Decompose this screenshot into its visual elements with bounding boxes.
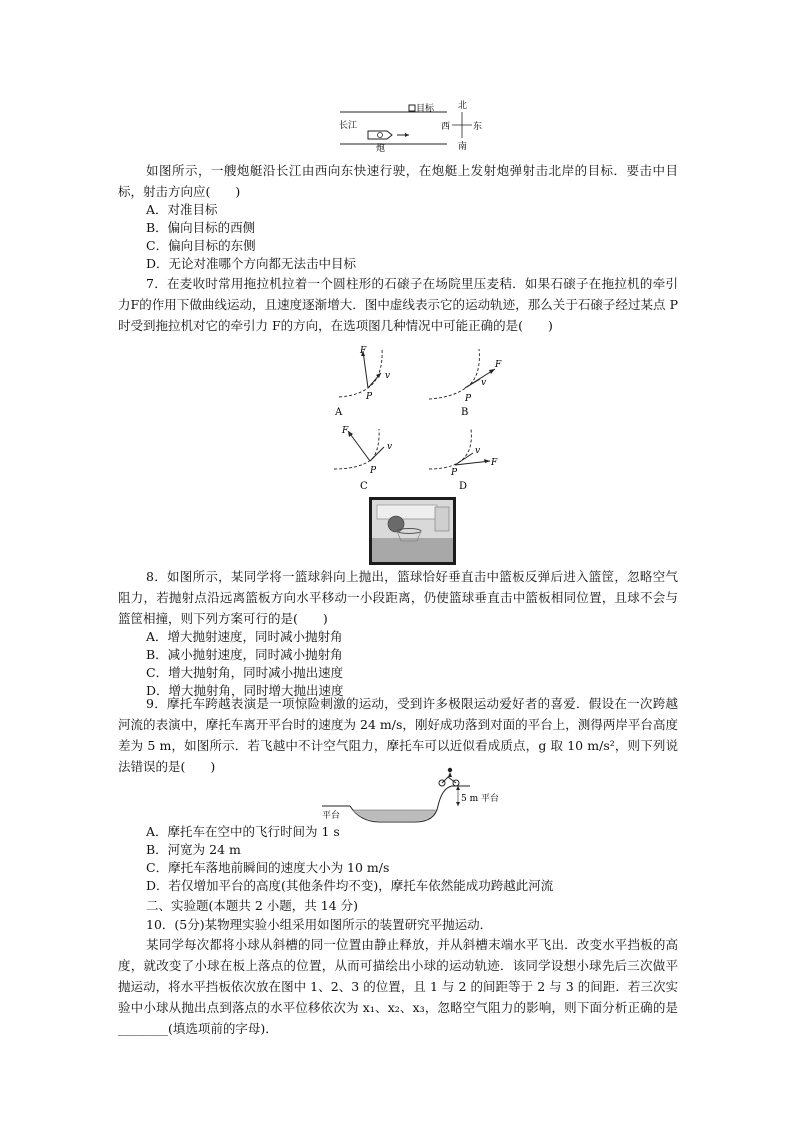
q9-option-c: C．摩托车落地前瞬间的速度大小为 10 m/s <box>146 860 390 875</box>
compass-west: 西 <box>441 122 451 132</box>
compass-south: 南 <box>458 142 468 152</box>
svg-text:F: F <box>491 458 498 468</box>
q9-stem: 9．摩托车跨越表演是一项惊险刺激的运动，受到许多极限运动爱好者的喜爱．假设在一次跨越河流的表演中，摩托车离开平台时的速度为 24 m/s，刚好成功落到对面的平台上，测得两岸平台高度差为 5 m，如图所示．若飞越中不计空气阻力，摩托车可以近似看成质点，g 取 10 m/s²，则下列说法错误的是( ) <box>118 696 678 774</box>
q9-option-d: D．若仅增加平台的高度(其他条件均不变)，摩托车依然能成功跨越此河流 <box>146 878 554 893</box>
target-label: 目标 <box>416 104 435 114</box>
q8-option-d: D．增大抛射角，同时增大抛出速度 <box>146 683 344 698</box>
q6-option-a: A．对准目标 <box>146 202 218 217</box>
q7-panel-d <box>425 425 515 493</box>
svg-text:F: F <box>342 426 349 436</box>
svg-text:v: v <box>481 378 487 388</box>
q6-stem: 如图所示，一艘炮艇沿长江由西向东快速行驶，在炮艇上发射炮弹射击北岸的目标．要击中目标，射击方向应( ) <box>118 163 678 199</box>
right-platform-label: 5 m 平台 <box>461 794 499 804</box>
svg-text:v: v <box>387 442 393 452</box>
svg-text:P: P <box>465 394 472 404</box>
q7-panel-d-label: D <box>459 481 468 492</box>
q8-option-c: C．增大抛射角，同时减小抛出速度 <box>146 665 344 680</box>
q7-panel-a <box>335 345 415 417</box>
boat-gun <box>378 133 383 138</box>
svg-text:v: v <box>385 371 391 381</box>
q7-panel-b <box>425 345 515 417</box>
q10-title: 10．(5分)某物理实验小组采用如图所示的装置研究平抛运动． <box>146 917 493 932</box>
q8-option-b: B．减小抛射速度，同时减小抛射角 <box>146 647 343 662</box>
compass-north: 北 <box>458 101 468 111</box>
boat-label: 炮 <box>376 144 386 154</box>
basketball-photo <box>369 497 456 565</box>
q9-option-b: B．河宽为 24 m <box>146 842 241 857</box>
motorcycle-icon <box>439 768 459 786</box>
basketball-ball <box>388 516 404 532</box>
q7-panel-b-label: B <box>461 407 469 417</box>
target-marker <box>409 105 415 111</box>
svg-text:P: P <box>370 466 377 476</box>
river-boat-figure <box>335 98 495 154</box>
svg-text:P: P <box>366 392 373 402</box>
q8-option-a: A．增大抛射速度，同时减小抛射角 <box>146 629 343 644</box>
compass-east: 东 <box>473 122 483 132</box>
svg-text:P: P <box>451 468 458 478</box>
river-label: 长江 <box>339 121 358 131</box>
q6-option-b: B．偏向目标的西侧 <box>146 220 256 235</box>
svg-text:F: F <box>495 360 502 370</box>
q9-option-a: A．摩托车在空中的飞行时间为 1 s <box>146 824 340 839</box>
svg-text:v: v <box>475 446 481 456</box>
q8-stem: 8．如图所示，某同学将一篮球斜向上抛出，篮球恰好垂直击中篮板反弹后进入篮筐，忽略空气阻力，若抛射点沿远离篮板方向水平移动一小段距离，仍使篮球垂直击中篮板相同位置，且球不会与篮筐相撞，则下列方案可行的是( ) <box>118 569 678 626</box>
q6-option-d: D．无论对准哪个方向都无法击中目标 <box>146 256 357 271</box>
section-heading: 二、实验题(本题共 2 小题，共 14 分) <box>146 898 359 913</box>
q7-panel-c <box>330 425 415 493</box>
svg-text:F: F <box>360 346 367 356</box>
q6-option-c: C．偏向目标的东侧 <box>146 238 256 253</box>
q7-panel-a-label: A <box>335 407 343 417</box>
motorcycle-river-figure <box>320 766 505 824</box>
q7-panel-c-label: C <box>360 481 368 492</box>
q7-stem: 7．在麦收时常用拖拉机拉着一个圆柱形的石磙子在场院里压麦秸．如果石磙子在拖拉机的牵引力F的作用下做曲线运动，且速度逐渐增大．图中虚线表示它的运动轨迹，那么关于石磙子经过某点 P时受到拖拉机对它的牵引力 F的方向，在选项图几种情况中可能正确的是( ) <box>118 276 678 333</box>
q10-stem: 某同学每次都将小球从斜槽的同一位置由静止释放，并从斜槽末端水平飞出．改变水平挡板的高度，就改变了小球在板上落点的位置，从而可描绘出小球的运动轨迹．该同学设想小球先后三次做平抛运动，将水平挡板依次放在图中 1、2、3 的位置，且 1 与 2 的间距等于 2 与 3 的间距．若三次实验中小球从抛出点到落点的水平位移依次为 x₁、x₂、x₃，忽略空气阻力的影响，则下面分析正确的是________(填选项前的字母)． <box>118 937 678 1036</box>
left-platform-label: 平台 <box>322 811 341 821</box>
